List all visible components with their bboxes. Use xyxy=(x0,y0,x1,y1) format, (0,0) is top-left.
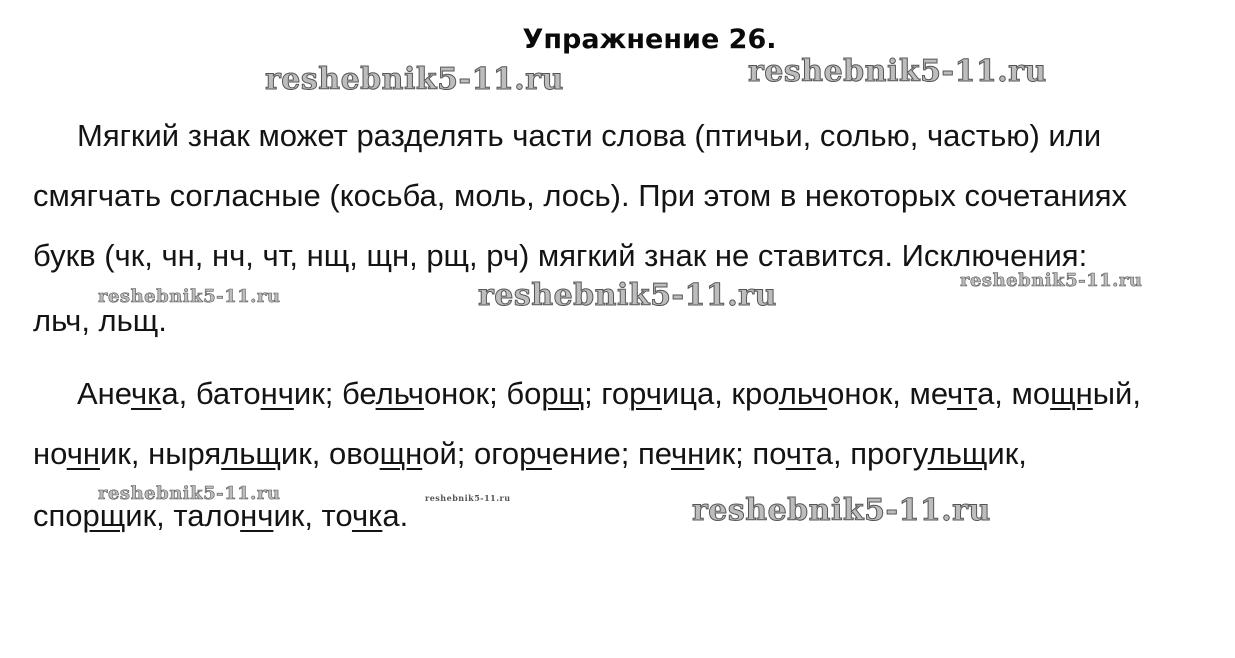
answer-line-1 xyxy=(77,376,1141,412)
answer-line-3 xyxy=(33,498,408,534)
watermark: reshebnik5-11.ru xyxy=(98,286,281,307)
underlined-combination: рч xyxy=(629,376,662,411)
underlined-combination: рщ xyxy=(541,376,585,411)
word-part: Ане xyxy=(77,376,132,411)
rule-text-line: льч, льщ. xyxy=(33,303,167,338)
rule-text-line: Мягкий знак может разделять части слова (птичьи, солью, частью) или xyxy=(77,118,1102,153)
word-part: онок, ме xyxy=(827,376,948,411)
underlined-combination: чн xyxy=(66,436,100,471)
word-part: ик; бе xyxy=(293,376,376,411)
word-part: ик; по xyxy=(704,436,786,471)
watermark: reshebnik5-11.ru xyxy=(960,270,1143,291)
word-part: ик, ово xyxy=(280,436,380,471)
word-part: ; го xyxy=(584,376,630,411)
underlined-combination: нч xyxy=(260,376,294,411)
word-part: ой; ого xyxy=(422,436,520,471)
word-part: ый, xyxy=(1092,376,1141,411)
underlined-combination: рщ xyxy=(82,498,126,533)
word-part: а, прогу xyxy=(815,436,928,471)
underlined-combination: щн xyxy=(1050,376,1093,411)
underlined-combination: чт xyxy=(785,436,816,471)
word-part: онок; бо xyxy=(423,376,542,411)
answer-line-2 xyxy=(33,436,1027,472)
word-part: но xyxy=(33,436,67,471)
exercise-title: Упражнение 26. xyxy=(522,24,777,55)
underlined-combination: чк xyxy=(131,376,162,411)
watermark: reshebnik5-11.ru xyxy=(98,483,281,504)
word-part: а, бато xyxy=(161,376,261,411)
underlined-combination: щн xyxy=(379,436,423,471)
underlined-combination: рч xyxy=(519,436,552,471)
word-part: а. xyxy=(382,498,409,533)
watermark: reshebnik5-11.ru xyxy=(692,493,991,528)
underlined-combination: льч xyxy=(375,376,424,411)
watermark: reshebnik5-11.ru xyxy=(748,54,1047,89)
rule-text-line: букв (чк, чн, нч, чт, нщ, щн, рщ, рч) мягкий знак не ставится. Исключения: xyxy=(33,238,1088,273)
underlined-combination: чт xyxy=(947,376,978,411)
underlined-combination: льщ xyxy=(927,436,988,471)
underlined-combination: льщ xyxy=(221,436,281,471)
underlined-combination: чн xyxy=(671,436,705,471)
watermark: reshebnik5-11.ru xyxy=(265,62,564,97)
word-part: а, мо xyxy=(977,376,1051,411)
word-part: ик, ныря xyxy=(99,436,222,471)
underlined-combination: чк xyxy=(351,498,383,533)
underlined-combination: нч xyxy=(240,498,274,533)
underlined-combination: льч xyxy=(778,376,828,411)
word-part: ица, кро xyxy=(661,376,779,411)
word-part: ик, xyxy=(987,436,1027,471)
word-part: ик, то xyxy=(273,498,352,533)
watermark: reshebnik5-11.ru xyxy=(478,278,777,313)
word-part: ение; пе xyxy=(551,436,672,471)
rule-text-line: смягчать согласные (косьба, моль, лось). При этом в некоторых сочетаниях xyxy=(33,178,1128,213)
word-part: спо xyxy=(33,498,83,533)
word-part: ик, тало xyxy=(125,498,241,533)
watermark: reshebnik5-11.ru xyxy=(425,493,511,503)
